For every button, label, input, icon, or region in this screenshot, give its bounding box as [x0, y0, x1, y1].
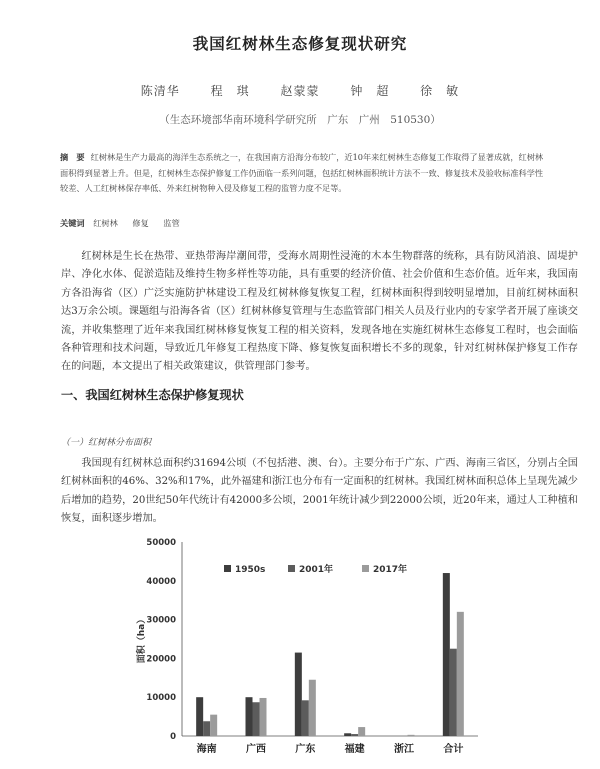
subsection-heading: （一）红树林分布面积	[61, 438, 152, 448]
y-tick-label: 30000	[146, 615, 176, 626]
bar-2001年	[253, 702, 260, 736]
y-tick-label: 20000	[146, 654, 176, 665]
bar-1950s	[344, 733, 351, 736]
x-tick-label: 广西	[246, 744, 266, 755]
keyword: 红树林	[93, 218, 118, 228]
legend-swatch	[224, 565, 231, 572]
bar-2017年	[408, 735, 415, 736]
y-tick-label: 0	[170, 732, 176, 742]
mangrove-area-bar-chart	[130, 534, 490, 766]
legend-label: 2017年	[373, 565, 408, 575]
bar-2017年	[457, 612, 464, 736]
section-paragraph: 我国现有红树林总面积约31694公顷（不包括港、澳、台）。主要分布于广东、广西、海南三省区，分别占全国红树林面积的46%、32%和17%，此外福建和浙江也分布有一定面积的红树林。我国红树林面积总体上呈现先减少后增加的趋势，20世纪50年代统计有42000多公顷，2001年统计减少到22000公顷，近20年来，通过人工种植和恢复，面积逐步增加。	[61, 458, 578, 525]
abstract-label: 摘 要	[60, 152, 85, 162]
x-tick-label: 广东	[295, 744, 316, 755]
bar-1950s	[443, 573, 450, 736]
author-name: 赵蒙蒙	[280, 84, 320, 98]
abstract	[60, 150, 548, 197]
bar-2017年	[210, 715, 217, 736]
x-tick-label: 福建	[344, 744, 365, 755]
bar-2017年	[309, 680, 316, 736]
affiliation: （生态环境部华南环境科学研究所 广东 广州 510530）	[159, 114, 441, 126]
author-list	[0, 82, 600, 99]
keywords-label: 关键词	[60, 218, 85, 228]
keywords	[60, 218, 548, 229]
bar-1950s	[246, 697, 253, 736]
bar-2001年	[450, 649, 457, 736]
bar-1950s	[196, 697, 203, 736]
legend-label: 2001年	[299, 565, 334, 575]
paper-title: 我国红树林生态修复现状研究	[192, 35, 408, 53]
intro-paragraph: 红树林是生长在热带、亚热带海岸潮间带，受海水周期性浸淹的木本生物群落的统称，具有防风消浪、固堤护岸、净化水体、促淤造陆及维持生物多样性等功能，具有重要的经济价值、社会价值和生态价值。近年来，我国南方各沿海省（区）广泛实施防护林建设工程及红树林修复恢复工程，红树林面积得到较明显增加，目前红树林面积达3万余公顷。课题组与沿海各省（区）红树林修复管理与生态监管部门相关人员及行业内的专家学者开展了座谈交流，并收集整理了近年来我国红树林修复恢复工程的相关资料，发现各地在实施红树林生态修复工程时，也会面临各种管理和技术问题，导致近几年修复工程热度下降、修复恢复面积增长不多的现象，针对红树林保护修复工作存在的问题，本文提出了相关政策建议，供管理部门参考。	[61, 251, 578, 373]
legend-swatch	[288, 565, 295, 572]
y-axis-label: 面积（ha）	[137, 614, 147, 664]
bar-1950s	[295, 653, 302, 736]
author-name: 陈清华	[140, 84, 180, 98]
legend-swatch	[362, 565, 369, 572]
bar-2017年	[260, 698, 267, 736]
bar-2017年	[358, 727, 365, 736]
abstract-text: 红树林是生产力最高的海洋生态系统之一，在我国南方沿海分布较广，近10年来红树林生态修复工作取得了显著成就，红树林面积得到显著上升。但是，红树林生态保护修复工作仍面临一系列问题，包括红树林面积统计方法不一致、修复技术及验收标准科学性较差、人工红树林保存率低、外来红树物种入侵及修复工程的监管力度不足等。	[60, 152, 544, 194]
author-name: 钟 超	[350, 84, 390, 98]
x-tick-label: 合计	[443, 744, 464, 755]
x-tick-label: 海南	[196, 744, 217, 755]
section-heading: 一、我国红树林生态保护修复现状	[61, 388, 244, 402]
y-tick-label: 40000	[146, 576, 176, 587]
author-name: 程 琪	[210, 84, 250, 98]
bar-2001年	[203, 721, 210, 736]
y-tick-label: 10000	[146, 693, 176, 704]
keyword: 监管	[163, 218, 180, 228]
y-tick-label: 50000	[146, 538, 176, 548]
author-name: 徐 敏	[420, 84, 460, 98]
bar-2001年	[302, 700, 309, 736]
x-tick-label: 浙江	[394, 744, 414, 755]
keyword: 修复	[132, 218, 149, 228]
bar-2001年	[351, 734, 358, 736]
legend-label: 1950s	[235, 565, 266, 575]
